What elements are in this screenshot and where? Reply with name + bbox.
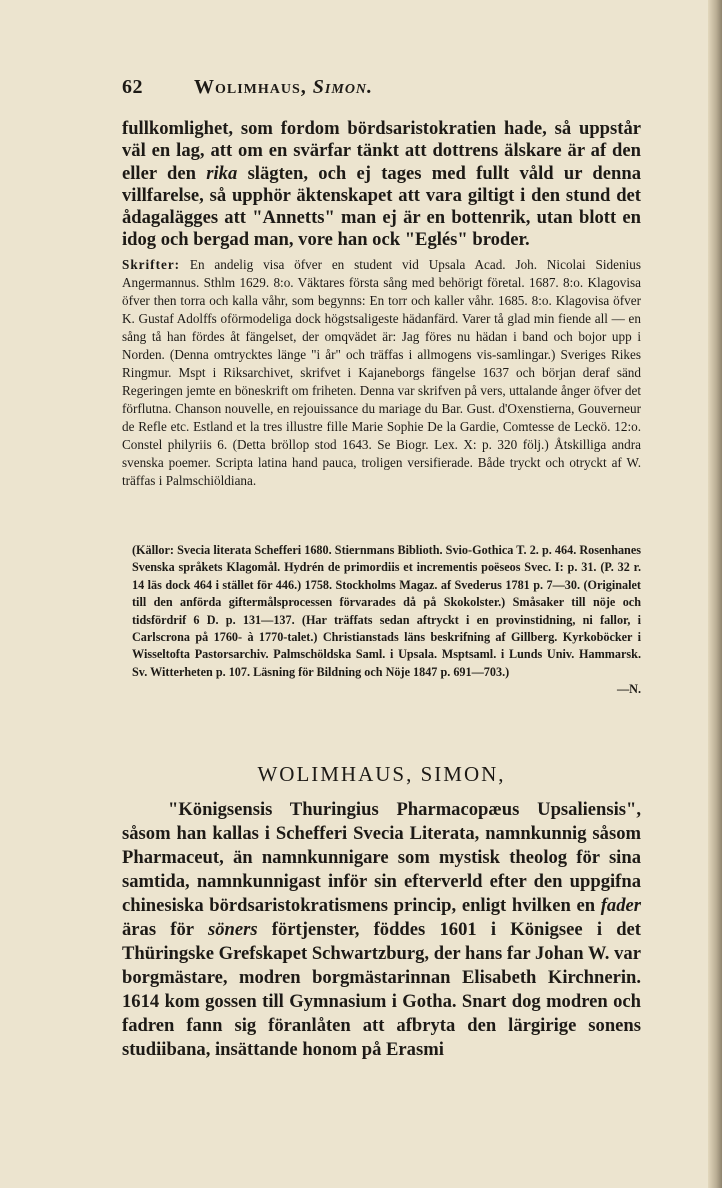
bio-italic-2: söners — [207, 919, 258, 940]
running-head — [194, 76, 373, 99]
page-header — [122, 76, 662, 102]
author-signature: —N. — [616, 682, 641, 697]
intro-text-1: fullkomlighet, som fordom bördsaristokratien hade, så uppstår väl en lag, att om en svärfar tänkt att dottrens älskare är af den eller den — [122, 118, 641, 184]
entry-heading: WOLIMHAUS, SIMON, — [257, 762, 506, 786]
running-head-name: Wolimhaus, — [194, 76, 307, 98]
intro-paragraph — [122, 118, 641, 252]
biography-paragraph — [122, 798, 641, 1062]
page-number: 62 — [122, 76, 143, 98]
bio-italic-1: fader — [600, 895, 641, 916]
skrifter-section — [122, 256, 641, 490]
bio-text-3: förtjenster, föddes 1601 i Königsee i det Thüringske Grefskapet Schwartzburg, der hans far Johan W. var borgmästare, modren borgmästarinnan Elisabeth Kirchnerin. 1614 kom gossen till Gymnasium i Gotha. Snart dog modren och fadren fann sig föranlåten att afbryta den lärgirige sonens studiibana, insättande honom på Erasmi — [122, 919, 641, 1060]
skrifter-text: En andelig visa öfver en student vid Upsala Acad. Joh. Nicolai Sidenius Angermannus. Sthlm 1629. 8:o. Väktares första sång med behörigt företal. 1687. 8:o. Klagovisa öfver then torra och kalla våhr, som begynns: En torr och kaller våhr. 1685. 8:o. Klagovisa öfver K. Gustaf Adolffs oförmodeliga dock högstsaligeste hädanfärd. Varer tå glad min fiende all — en sång tå han fördes åt fängelset, der omqvädet är: Jag föres nu hädan i band och bojor upp i Norden. (Denna omtrycktes länge "i år" och träffas i allmogens vis-samlingar.) Sveriges Rikes Ringmur. Mspt i Riksarchivet, skrifvet i Kajaneborgs fängelse 1637 och början deraf sänd Regeringen jemte en böneskrift om friheten. Denna var skrifven på vers, uttalande ånger öfver det förflutna. Chanson nouvelle, en rejouissance du mariage du Bar. Gust. d'Oxenstierna, Gouverneur de Refle etc. Estland et la tres illustre fille Marie Sophie De la Gardie, Comtesse de Leckö. 12:o. Constel philyriis 6. (Detta bröllop stod 1643. Se Biogr. Lex. X: p. 320 följ.) Åtskilliga andra svenska poemer. Scripta latina hand pauca, troligen versifierade. Både tryckt och otryckt af W. träffas i Palmschiöldiana. — [122, 257, 641, 488]
running-head-first-name: Simon. — [312, 76, 374, 98]
skrifter-label: Skrifter: — [122, 257, 181, 272]
intro-text-2: slägten, och ej tages med fullt våld ur denna villfarelse, så upphör äktenskapet att vara giltigt i den stund det ådagalägges att "Annetts" man ej är en bottenrik, utan blott en idog och bergad man, vore han ock "Eglés" broder. — [122, 162, 641, 251]
page-edge — [708, 0, 722, 1188]
bio-text-1: "Königsensis Thuringius Pharmacopæus Upsaliensis", såsom han kallas i Schefferi Svecia Literata, namnkunnig såsom Pharmaceut, än namnkunnigare som mystisk theolog för sina samtida, namnkunnigast inför sin efterverld efter den uppgifna chinesiska bördsaristokratismens princip, enligt hvilken en — [122, 799, 641, 916]
kallor-section — [132, 542, 641, 699]
kallor-text: (Källor: Svecia literata Schefferi 1680. Stiernmans Biblioth. Svio-Gothica T. 2. p. 464. Rosenhanes Svenska språkets Klagomål. Hydrén de primordiis et incrementis poëseos Svec. I: p. 31. (P. 32 r. 14 läs dock 464 i stället för 446.) 1758. Stockholms Magaz. af Svederus 1781 p. 7—30. (Originalet till den anförda giftermålsprocessen förvarades då på Skokolster.) Småsaker till nöje och tidsfördrif 6 D. p. 131—137. (Har träffats sedan aftryckt i en provinstidning, ni fallor, i Carlscrona på 1760- à 1770-talet.) Christianstads läns beskrifning af Gillberg. Kyrkoböcker i Wisseltofta Pastorsarchiv. Palmschöldska Saml. i Upsala. Msptsaml. i Lunds Univ. Hammarsk. Sv. Witterheten p. 107. Läsning för Bildning och Nöje 1847 p. 691—703.) — [132, 543, 641, 679]
bio-text-2: äras för — [122, 919, 208, 940]
intro-italic: rika — [206, 162, 238, 184]
